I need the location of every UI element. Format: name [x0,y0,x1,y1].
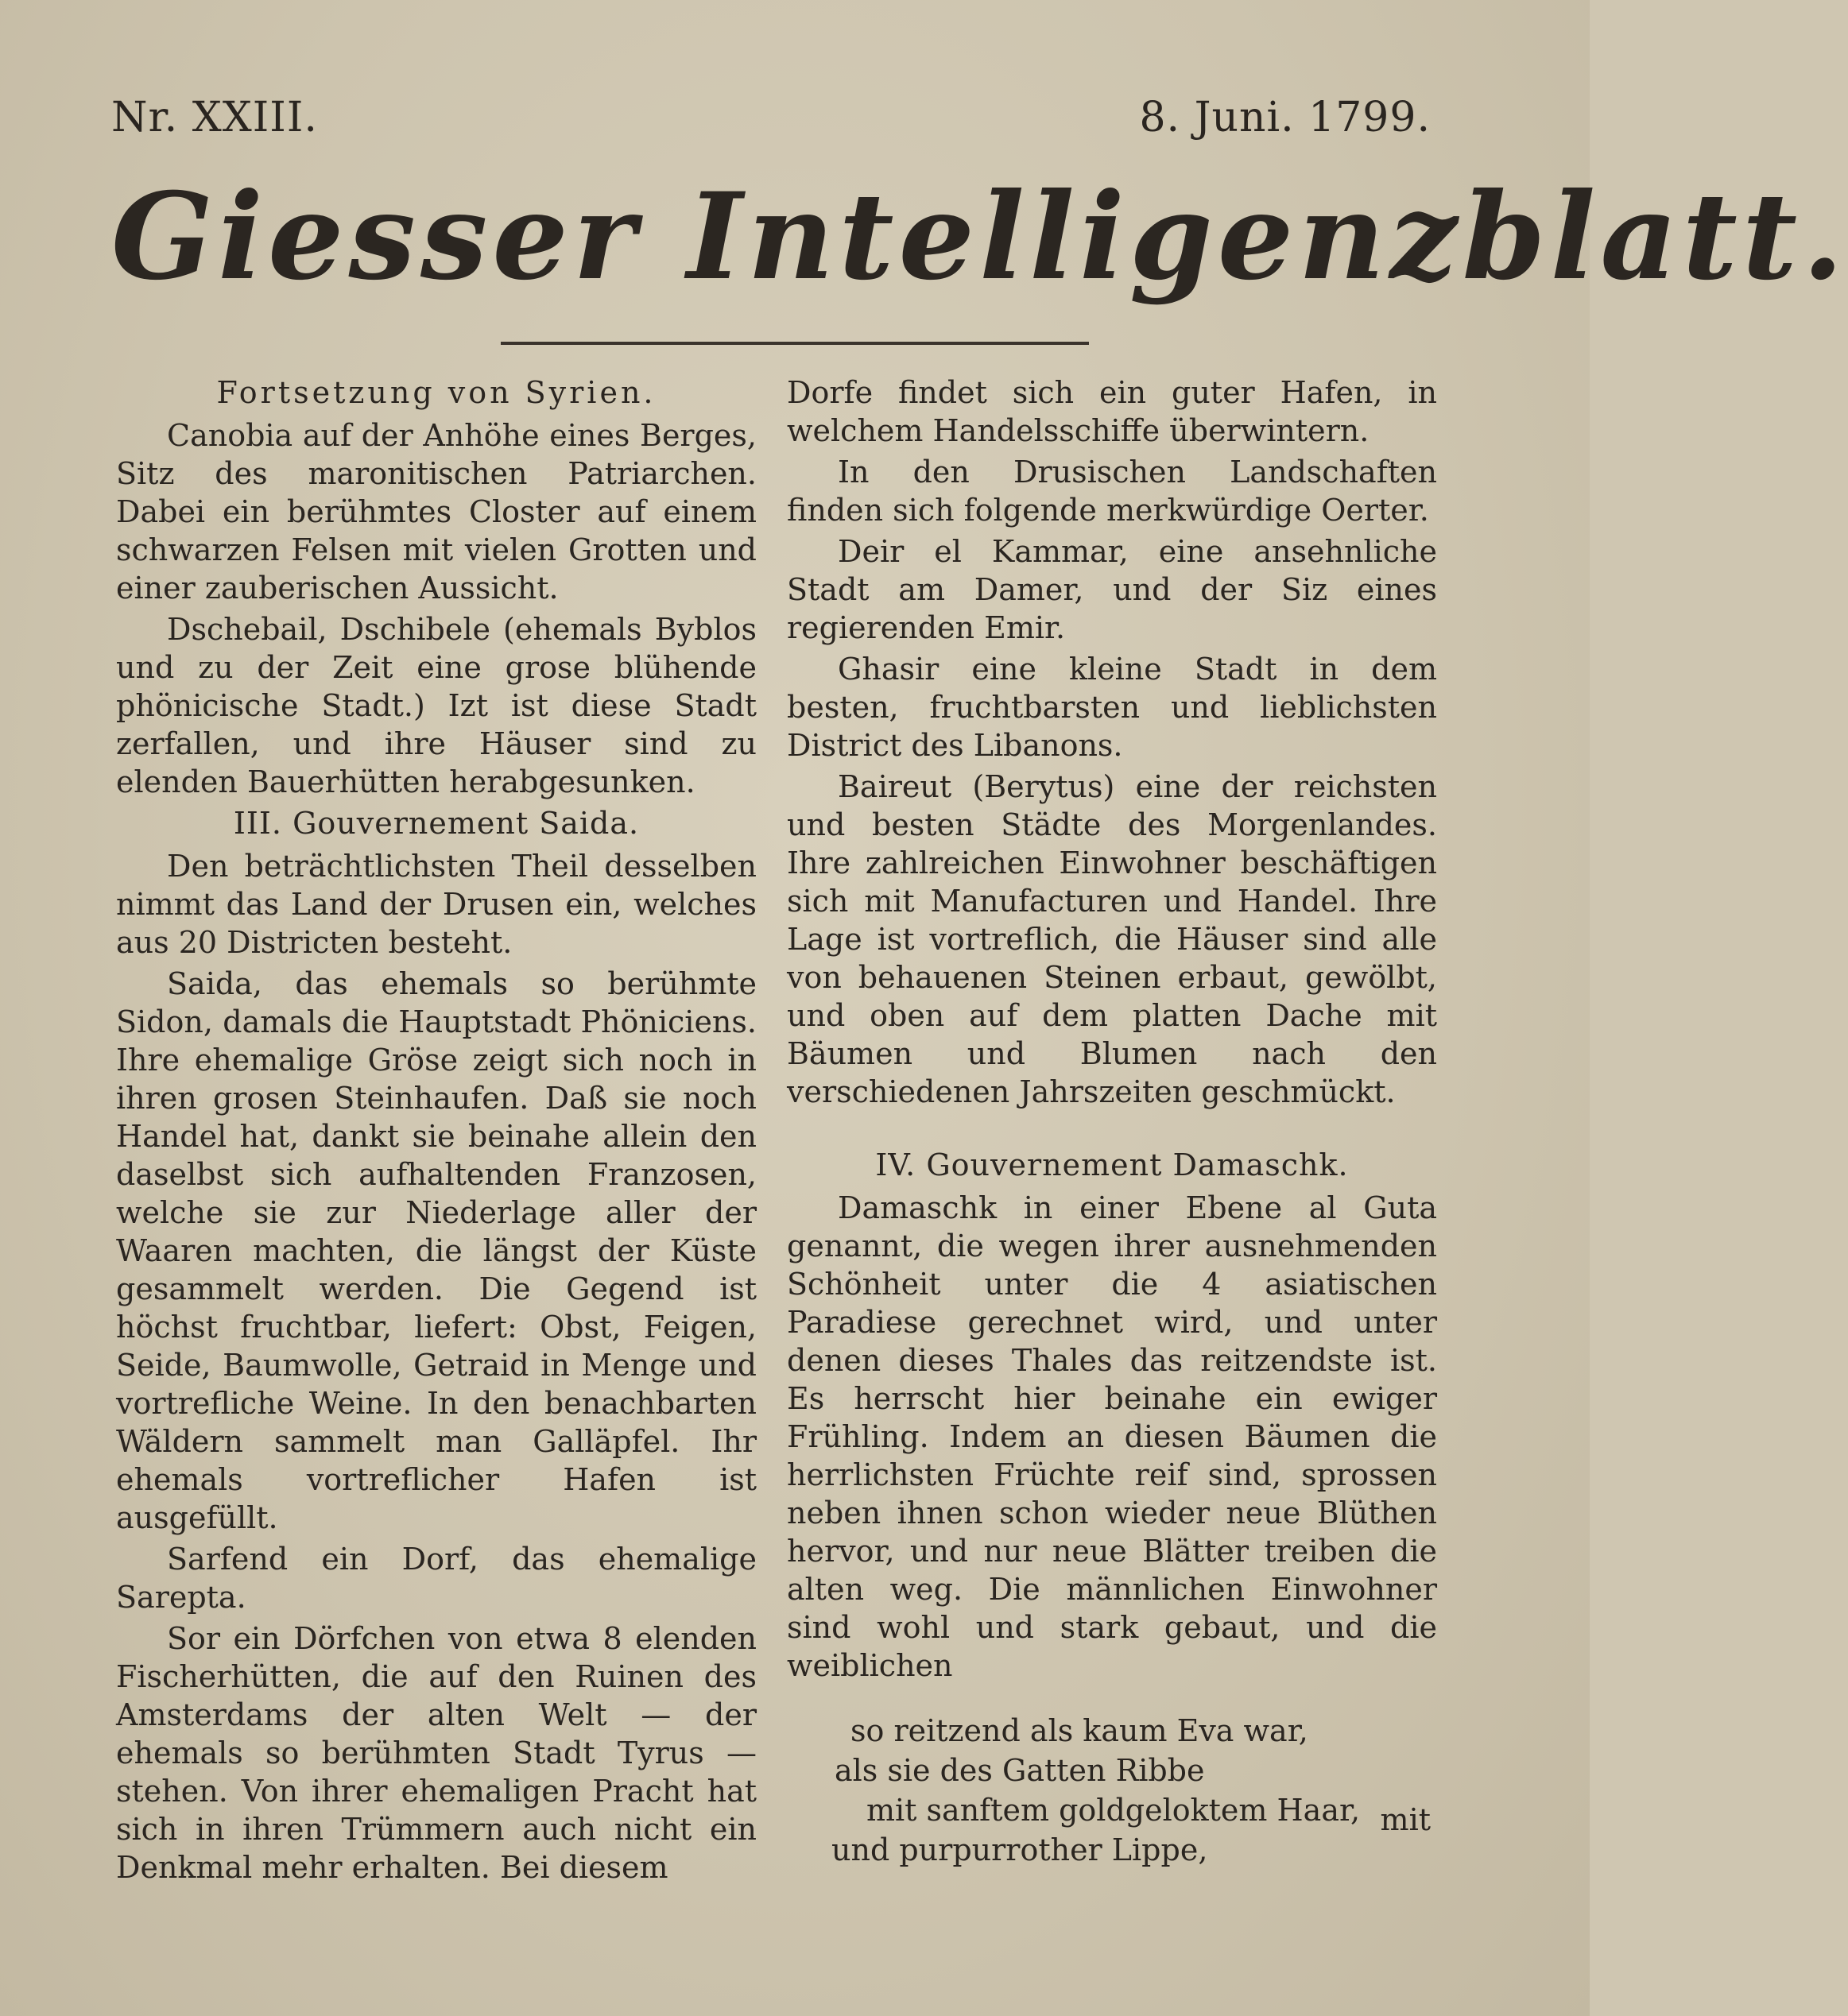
paragraph-sor: Sor ein Dörfchen von etwa 8 elenden Fischerhütten, die auf den Ruinen des Amsterdams der alten Welt — der ehemals so berühmten Stadt Tyrus — stehen. Von ihrer ehemaligen Pracht hat sich in ihren Trümmern auch nicht ein Denkmal mehr erhalten. Bei diesem [116,1621,757,1885]
section-heading-damaschk: IV. Gouvernement Damaschk. [875,1147,1349,1182]
verse-line: mit sanftem goldgeloktem Haar, [866,1793,1361,1828]
section-heading-continuation: Fortsetzung von Syrien. [216,375,657,410]
issue-number: Nr. XXIII. [111,94,318,141]
paragraph-hafen: Dorfe findet sich ein guter Hafen, in welchem Handelsschiffe überwintern. [787,375,1437,448]
paragraph-sarfend: Sarfend ein Dorf, das ehemalige Sarepta. [116,1542,757,1615]
paragraph-deir-el-kammar: Deir el Kammar, eine ansehnliche Stadt am Damer, und der Siz eines regierenden Emir. [787,534,1437,645]
section-heading-saida: III. Gouvernement Saida. [233,806,640,841]
paragraph-baireut: Baireut (Berytus) eine der reichsten und besten Städte des Morgenlandes. Ihre zahlreichen Einwohner beschäftigen sich mit Manufacturen und Handel. Ihre Lage ist vortreflich, die Häuser sind alle von behauenen Steinen erbaut, gewölbt, und oben auf dem platten Dache mit Bäumen und Blumen nach den verschiedenen Jahrszeiten geschmückt. [787,769,1437,1109]
right-column [787,373,1437,1871]
verse-line: und purpurrother Lippe, [831,1832,1208,1867]
left-column [116,373,757,1890]
masthead-rule [501,342,1089,345]
paragraph-saida-city: Saida, das ehemals so berühmte Sidon, damals die Hauptstadt Phöniciens. Ihre ehemalige Gröse zeigt sich noch in ihren grosen Steinhaufen. Daß sie noch Handel hat, dankt sie beinahe allein den daselbst sich aufhaltenden Franzosen, welche sie zur Niederlage aller der Waaren machten, die längst der Küste gesammelt werden. Die Gegend ist höchst fruchtbar, liefert: Obst, Feigen, Seide, Baumwolle, Getraid in Menge und vortrefliche Weine. In den benachbarten Wäldern sammelt man Galläpfel. Ihr ehemals vortreflicher Hafen ist ausgefüllt. [116,966,757,1535]
paragraph-ghasir: Ghasir eine kleine Stadt in dem besten, fruchtbarsten und lieblichsten District des Libanons. [787,652,1437,763]
paragraph-saida-intro: Den beträchtlichsten Theil desselben nimmt das Land der Drusen ein, welches aus 20 Districten besteht. [116,849,757,960]
paragraph-dschebail: Dschebail, Dschibele (ehemals Byblos und zu der Zeit eine grose blühende phönicische Stadt.) Izt ist diese Stadt zerfallen, und ihre Häuser sind zu elenden Bauerhütten herabgesunken. [116,612,757,799]
masthead-title: Giesser Intelligenzblatt. [111,167,1848,307]
verse-block [787,1712,1437,1869]
paragraph-canobia: Canobia auf der Anhöhe eines Berges, Sitz des maronitischen Patriarchen. Dabei ein berühmtes Closter auf einem schwarzen Felsen mit vielen Grotten und einer zauberischen Aussicht. [116,418,757,606]
verse-line: als sie des Gatten Ribbe [835,1753,1205,1788]
verse-line: so reitzend als kaum Eva war, [850,1713,1308,1748]
paragraph-drusen-orte: In den Drusischen Landschaften finden sich folgende merkwürdige Oerter. [787,455,1437,528]
issue-date: 8. Juni. 1799. [1139,94,1431,141]
catchword: mit [1380,1802,1431,1837]
paragraph-damaschk: Damaschk in einer Ebene al Guta genannt, die wegen ihrer ausnehmenden Schönheit unter die 4 asiatischen Paradiese gerechnet wird, und unter denen dieses Thales das reitzendste ist. Es herrscht hier beinahe ein ewiger Frühling. Indem an diesen Bäumen die herrlichsten Früchte reif sind, sprossen neben ihnen schon wieder neue Blüthen hervor, und nur neue Blätter treiben die alten weg. Die männlichen Einwohner sind wohl und stark gebaut, und die weiblichen [787,1190,1437,1683]
